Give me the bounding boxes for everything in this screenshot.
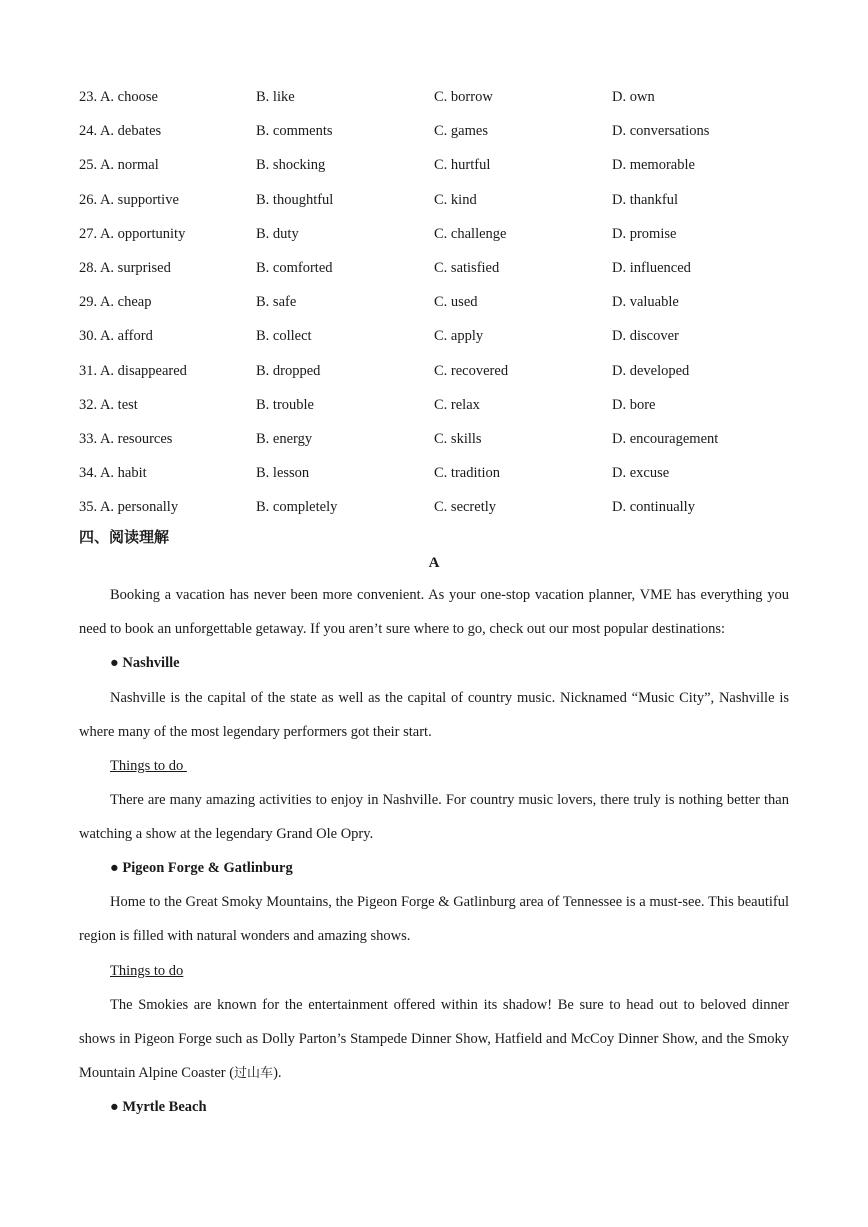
option-a: 24. A. debates [79, 123, 162, 140]
option-d: D. valuable [612, 294, 679, 311]
option-d: D. thankful [612, 191, 679, 208]
option-row [79, 428, 799, 462]
option-d: D. encouragement [612, 430, 719, 447]
pigeon-forge-things-label: Things to do [110, 963, 184, 979]
option-d: D. bore [612, 396, 656, 413]
option-row [79, 325, 799, 359]
option-a: 30. A. afford [79, 328, 153, 345]
option-d: D. excuse [612, 465, 670, 482]
option-c: C. skills [434, 430, 482, 447]
option-a: 23. A. choose [79, 89, 158, 105]
option-a: 28. A. surprised [79, 259, 171, 276]
answer-options [79, 86, 799, 530]
option-d: D. conversations [612, 123, 710, 140]
option-row [79, 86, 799, 120]
option-a: 27. A. opportunity [79, 225, 186, 242]
option-a: 34. A. habit [79, 465, 147, 482]
option-c: C. hurtful [434, 157, 491, 174]
option-c: C. satisfied [434, 259, 500, 276]
things-text-main: The Smokies are known for the entertainment offered within its shadow! Be sure to head out to beloved dinner shows in Pigeon Forge such as Dolly Parton’s Stampede Dinner Show, Hatfield and McCoy Dinner Show, and the Smoky Mountain Alpine Coaster ( [79, 997, 789, 1082]
nashville-description: Nashville is the capital of the state as well as the capital of country music. Nicknamed “Music City”, Nashville is where many of the most legendary performers got their start. [79, 690, 789, 741]
section-title: 四、阅读理解 [79, 528, 170, 546]
option-b: B. collect [256, 328, 312, 345]
passage-letter: A [428, 555, 440, 571]
intro-paragraph: Booking a vacation has never been more convenient. As your one-stop vacation planner, VME has everything you need to book an unforgettable getaway. If you aren’t sure where to go, check out our most popular destinations: [79, 587, 789, 638]
option-b: B. completely [256, 499, 338, 516]
option-row [79, 462, 799, 496]
pigeon-forge-things-text [79, 988, 789, 1092]
option-d: D. discover [612, 328, 679, 345]
things-text-chinese: 过山车 [234, 1066, 274, 1082]
option-d: D. continually [612, 499, 695, 516]
option-c: C. secretly [434, 499, 497, 516]
option-c: C. relax [434, 396, 480, 413]
option-c: C. challenge [434, 225, 507, 242]
nashville-things-text: There are many amazing activities to enjoy in Nashville. For country music lovers, there truly is nothing better than watching a show at the legendary Grand Ole Opry. [79, 792, 789, 843]
option-row [79, 496, 799, 530]
option-row [79, 120, 799, 154]
option-a: 35. A. personally [79, 499, 179, 516]
option-b: B. safe [256, 294, 297, 311]
option-b: B. comments [256, 123, 333, 140]
option-c: C. used [434, 294, 478, 311]
option-row [79, 223, 799, 257]
nashville-heading: ● Nashville [110, 655, 180, 671]
option-c: C. tradition [434, 465, 501, 482]
option-a: 32. A. test [79, 396, 138, 413]
option-b: B. trouble [256, 396, 314, 413]
option-a: 25. A. normal [79, 157, 159, 174]
option-row [79, 257, 799, 291]
option-b: B. dropped [256, 362, 321, 379]
nashville-things-label: Things to do [110, 758, 187, 774]
option-c: C. games [434, 123, 488, 140]
option-c: C. kind [434, 191, 477, 208]
option-d: D. influenced [612, 259, 691, 276]
option-d: D. memorable [612, 157, 695, 174]
option-b: B. energy [256, 430, 313, 447]
option-d: D. own [612, 89, 655, 105]
option-b: B. lesson [256, 465, 310, 482]
option-c: C. recovered [434, 362, 509, 379]
option-row [79, 394, 799, 428]
option-row [79, 189, 799, 223]
option-a: 31. A. disappeared [79, 362, 187, 379]
option-b: B. duty [256, 225, 299, 242]
myrtle-beach-heading: ● Myrtle Beach [110, 1099, 207, 1115]
option-b: B. shocking [256, 157, 326, 174]
option-d: D. promise [612, 225, 677, 242]
option-b: B. comforted [256, 259, 333, 276]
option-b: B. like [256, 89, 295, 105]
option-row [79, 360, 799, 394]
things-text-end: ). [273, 1065, 282, 1082]
option-a: 33. A. resources [79, 430, 173, 447]
option-c: C. borrow [434, 89, 493, 105]
pigeon-forge-description: Home to the Great Smoky Mountains, the Pigeon Forge & Gatlinburg area of Tennessee is a must-see. This beautiful region is filled with natural wonders and amazing shows. [79, 894, 789, 945]
option-a: 26. A. supportive [79, 191, 179, 208]
option-c: C. apply [434, 328, 484, 345]
option-row [79, 291, 799, 325]
option-row [79, 154, 799, 188]
option-a: 29. A. cheap [79, 294, 152, 311]
option-b: B. thoughtful [256, 191, 334, 208]
pigeon-forge-heading: ● Pigeon Forge & Gatlinburg [110, 860, 293, 876]
option-d: D. developed [612, 362, 690, 379]
